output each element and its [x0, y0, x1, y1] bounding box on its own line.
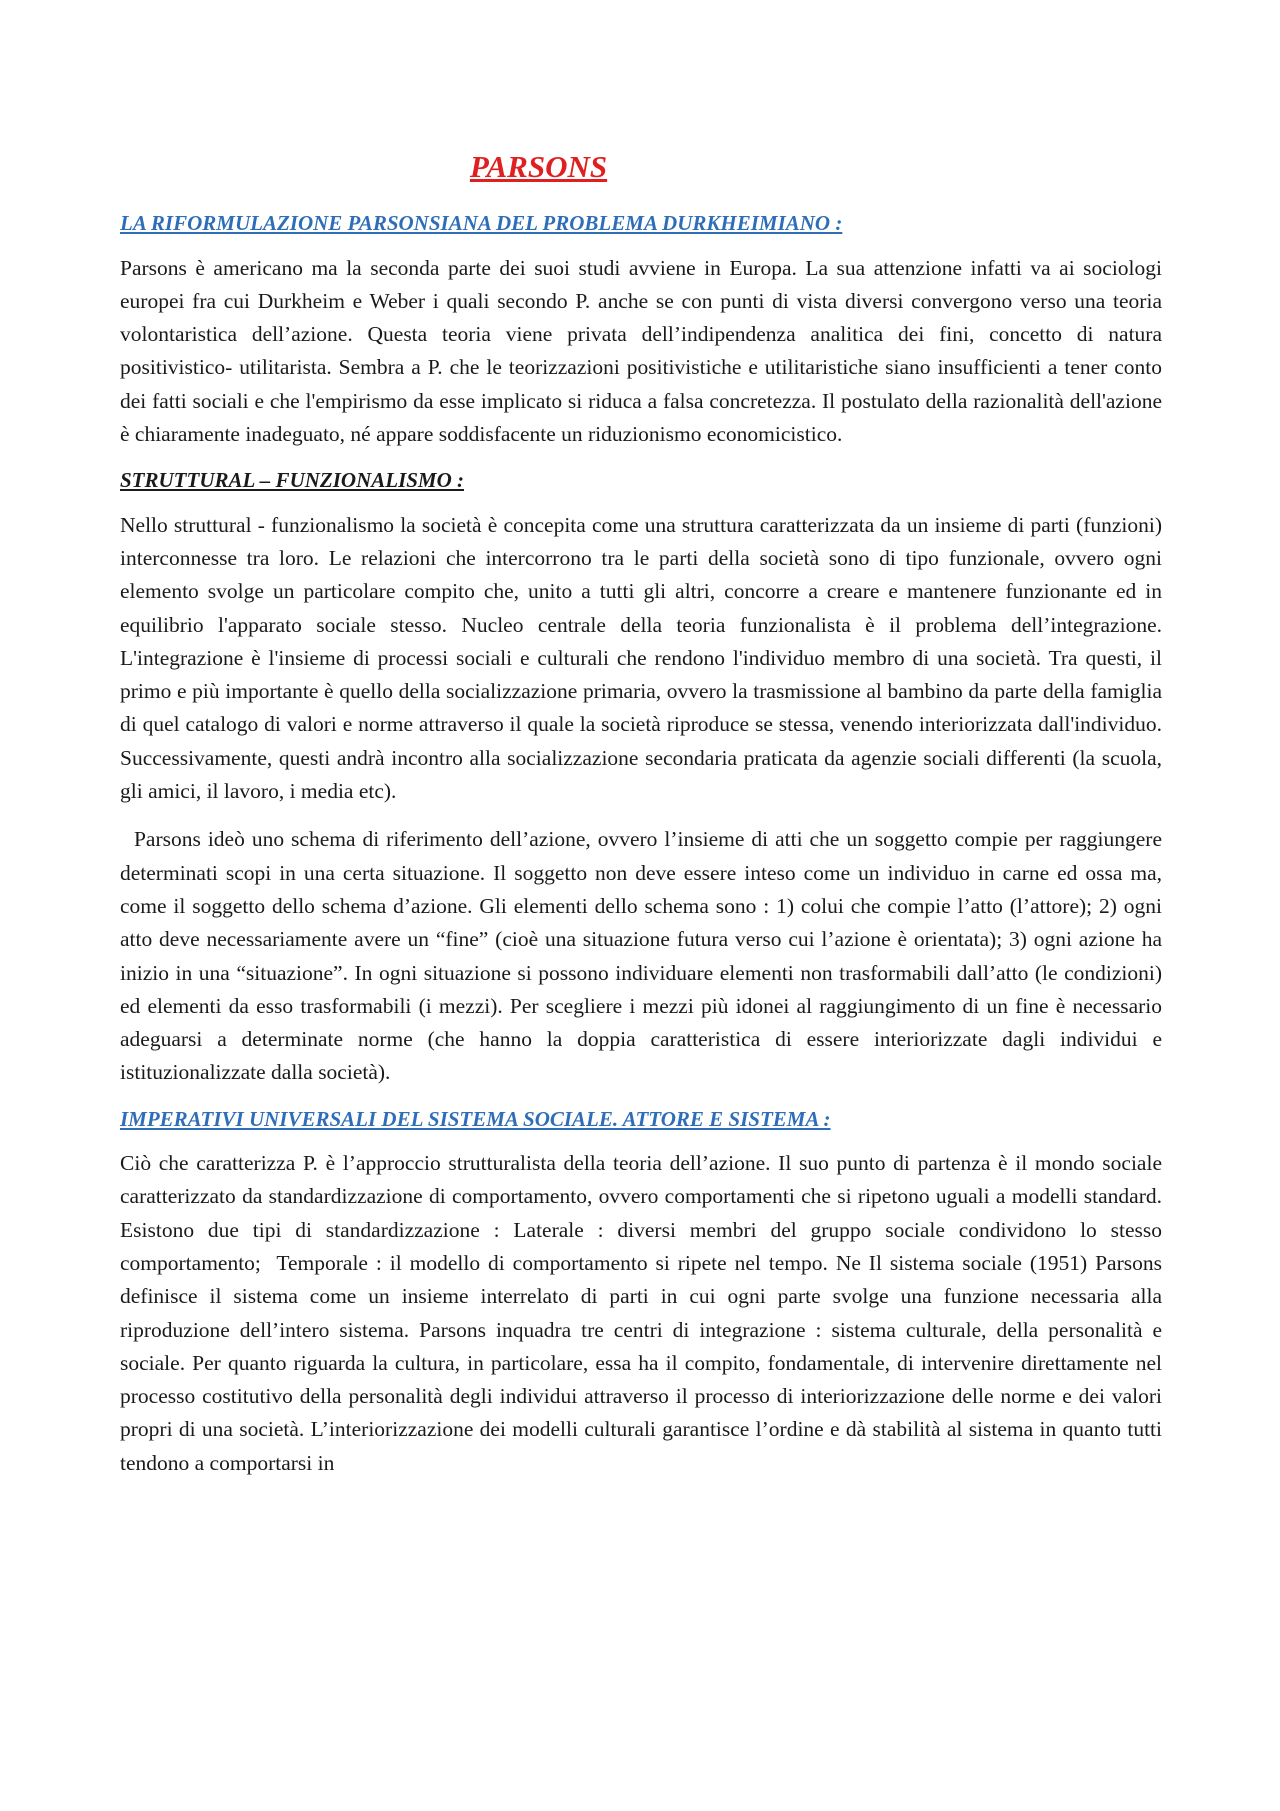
paragraph-riformulazione: Parsons è americano ma la seconda parte dei suoi studi avviene in Europa. La sua attenzione infatti va ai sociologi europei fra cui Durkheim e Weber i quali secondo P. anche se con punti di vista diversi convergono verso una teoria volontaristica dell’azione. Questa teoria viene privata dell’indipendenza analitica dei fini, concetto di natura positivistico- utilitarista. Sembra a P. che le teorizzazioni positivistiche e utilitaristiche siano insufficienti a tener conto dei fatti sociali e che l'empirismo da esse implicato si riduca a falsa concretezza. Il postulato della razionalità dell'azione è chiaramente inadeguato, né appare soddisfacente un riduzionismo economicistico. [120, 255, 1168, 447]
document-title: PARSONS [469, 149, 608, 184]
section-heading-riformulazione: LA RIFORMULAZIONE PARSONSIANA DEL PROBLEMA DURKHEIMIANO : [120, 211, 843, 236]
section-heading-struttural-funzionalismo: STRUTTURAL – FUNZIONALISMO : [120, 468, 464, 493]
document-page [120, 148, 1168, 1495]
paragraph-schema-azione: Parsons ideò uno schema di riferimento dell’azione, ovvero l’insieme di atti che un soggetto compie per raggiungere determinati scopi in una certa situazione. Il soggetto non deve essere inteso come un individuo in carne ed ossa ma, come il soggetto dello schema d’azione. Gli elementi dello schema sono : 1) colui che compie l’atto (l’attore); 2) ogni atto deve necessariamente avere un “fine” (cioè una situazione futura verso cui l’azione è orientata); 3) ogni azione ha inizio in una “situazione”. In ogni situazione si possono individuare elementi non trasformabili dall’atto (le condizioni) ed elementi da esso trasformabili (i mezzi). Per scegliere i mezzi più idonei al raggiungimento di un fine è necessario adeguarsi a determinate norme (che hanno la doppia caratteristica di essere interiorizzate dagli individui e istituzionalizzate dalla società). [120, 827, 1168, 1085]
section-heading-imperativi-universali: IMPERATIVI UNIVERSALI DEL SISTEMA SOCIALE. ATTORE E SISTEMA : [120, 1106, 831, 1131]
paragraph-imperativi-universali: Ciò che caratterizza P. è l’approccio strutturalista della teoria dell’azione. Il suo punto di partenza è il mondo sociale caratterizzato da standardizzazione di comportamento, ovvero comportamenti che si ripetono uguali a modelli standard. Esistono due tipi di standardizzazione : Laterale : diversi membri del gruppo sociale condividono lo stesso comportamento; Temporale : il modello di comportamento si ripete nel tempo. Ne Il sistema sociale (1951) Parsons definisce il sistema come un insieme interrelato di parti in cui ogni parte svolge una funzione necessaria alla riproduzione dell’intero sistema. Parsons inquadra tre centri di integrazione : sistema culturale, della personalità e sociale. Per quanto riguarda la cultura, in particolare, essa ha il compito, fondamentale, di intervenire direttamente nel processo costitutivo della personalità degli individui attraverso il processo di interiorizzazione delle norme e dei valori propri di una società. L’interiorizzazione dei modelli culturali garantisce l’ordine e dà stabilità al sistema in quanto tutti tendono a comportarsi in [120, 1151, 1168, 1475]
paragraph-struttural-funzionalismo: Nello struttural - funzionalismo la società è concepita come una struttura caratterizzata da un insieme di parti (funzioni) interconnesse tra loro. Le relazioni che intercorrono tra le parti della società sono di tipo funzionale, ovvero ogni elemento svolge un particolare compito che, unito a tutti gli altri, concorre a creare e mantenere funzionante ed in equilibrio l'apparato sociale stesso. Nucleo centrale della teoria funzionalista è il problema dell’integrazione. L'integrazione è l'insieme di processi sociali e culturali che rendono l'individuo membro di una società. Tra questi, il primo e più importante è quello della socializzazione primaria, ovvero la trasmissione al bambino da parte della famiglia di quel catalogo di valori e norme attraverso il quale la società riproduce se stessa, venendo interiorizzata dall'individuo. Successivamente, questi andrà incontro alla socializzazione secondaria praticata da agenzie sociali differenti (la scuola, gli amici, il lavoro, i media etc). [120, 512, 1168, 804]
